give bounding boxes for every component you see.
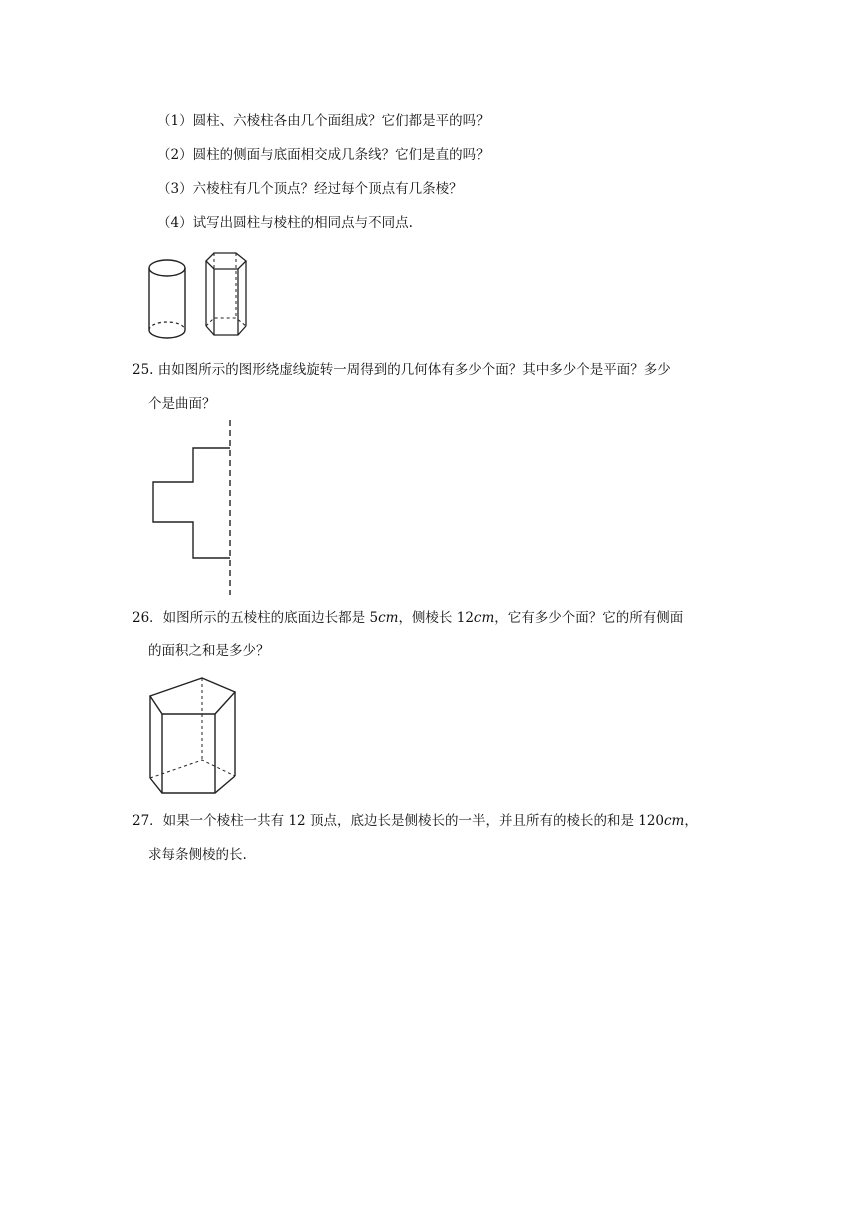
question-26-line-1: 26．如图所示的五棱柱的底面边长都是 5cm，侧棱长 12cm，它有多少个面？它的所有侧面 [132,610,684,626]
question-27-line-2: 求每条侧棱的长. [148,847,247,863]
sub-question-4: （4）试写出圆柱与棱柱的相同点与不同点. [157,215,413,231]
question-25-line-1: 25. 由如图所示的图形绕虚线旋转一周得到的几何体有多少个面？其中多少个是平面？多少 [132,362,671,378]
question-26-line-2: 的面积之和是多少？ [148,643,270,659]
question-25-line-2: 个是曲面？ [148,396,216,412]
step-shape-figure [148,420,238,595]
hexagonal-prism-figure [196,248,254,345]
sub-question-3: （3）六棱柱有几个顶点？经过每个顶点有几条棱？ [157,181,463,197]
sub-question-2: （2）圆柱的侧面与底面相交成几条线？它们是直的吗？ [157,147,490,163]
sub-question-1: （1）圆柱、六棱柱各由几个面组成？它们都是平的吗？ [157,113,490,129]
cylinder-figure [140,250,196,345]
question-27-line-1: 27．如果一个棱柱一共有 12 顶点，底边长是侧棱长的一半，并且所有的棱长的和是 120cm， [132,813,698,829]
pentagonal-prism-figure [140,668,245,798]
